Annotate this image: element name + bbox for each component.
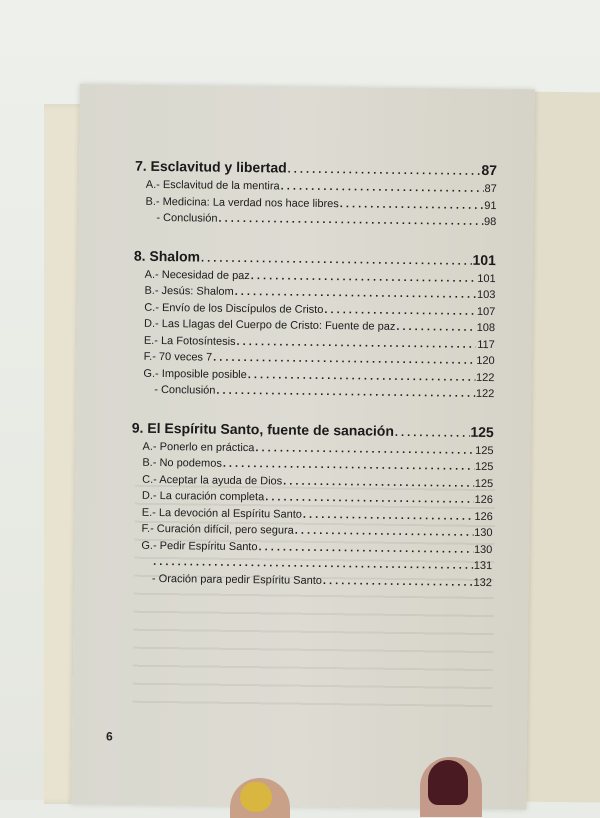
entry-page: 117 (477, 336, 495, 353)
dot-leader (340, 196, 484, 214)
thumb-nail (240, 782, 272, 812)
entry-page: 98 (484, 214, 496, 231)
entry-title: 8. Shalom (134, 246, 200, 265)
entry-page: 108 (477, 320, 496, 337)
entry-page: 120 (476, 353, 495, 370)
entry-title: E.- La Fotosíntesis (133, 332, 236, 350)
entry-page: 131 (474, 558, 493, 575)
entry-title: G.- Pedir Espíritu Santo (130, 537, 257, 555)
dot-leader (395, 423, 470, 442)
dot-leader (323, 573, 473, 591)
entry-title: F.- 70 veces 7 (133, 349, 213, 366)
entry-title: A.- Ponerlo en práctica (131, 438, 254, 456)
entry-page: 91 (484, 197, 496, 214)
toc-entry (134, 210, 496, 231)
entry-title: 9. El Espíritu Santo, fuente de sanación (132, 418, 394, 439)
dot-leader (303, 506, 474, 525)
entry-page: 87 (481, 161, 497, 179)
entry-page: 101 (472, 250, 496, 268)
book-page (71, 84, 535, 810)
entry-page: 130 (474, 525, 493, 542)
entry-page: 122 (476, 369, 495, 386)
entry-page: 87 (484, 181, 496, 198)
dot-leader (288, 161, 481, 181)
finger-nail (428, 760, 468, 805)
entry-title: E.- La devoción al Espíritu Santo (131, 504, 302, 523)
entry-page: 107 (477, 303, 496, 320)
entry-page: 125 (475, 459, 494, 476)
entry-title: B.- Jesús: Shalom (133, 283, 233, 301)
toc-entry (132, 382, 494, 403)
entry-page: 126 (474, 492, 493, 509)
entry-title: 7. Esclavitud y libertad (135, 157, 287, 177)
dot-leader (324, 302, 476, 320)
entry-title: - Conclusión (134, 210, 217, 228)
entry-title: C.- Envío de los Discípulos de Cristo (133, 299, 323, 318)
entry-title: A.- Esclavitud de la mentira (135, 177, 280, 195)
entry-page: 103 (477, 287, 496, 304)
entry-title: - Conclusión (132, 382, 215, 400)
entry-page: 101 (477, 270, 496, 287)
entry-title: G.- Imposible posible (132, 365, 247, 383)
entry-title: F.- Curación difícil, pero segura (130, 521, 293, 539)
entry-title: D.- La curación completa (131, 488, 264, 506)
entry-title: B.- No podemos (131, 455, 222, 473)
entry-title: D.- Las Llagas del Cuerpo de Cristo: Fuente de paz (133, 316, 395, 336)
dot-leader (218, 211, 483, 231)
dot-leader (216, 383, 475, 403)
entry-page: 125 (475, 442, 494, 459)
entry-page: 126 (474, 508, 493, 525)
entry-page: 132 (473, 574, 492, 591)
entry-page: 122 (476, 386, 495, 403)
chapter-section (130, 418, 494, 591)
entry-title: - Oración para pedir Espíritu Santo (130, 570, 322, 589)
entry-title: B.- Medicina: La verdad nos hace libres (134, 193, 338, 212)
chapter-section (132, 246, 496, 402)
page-number: 6 (106, 729, 113, 743)
entry-title: A.- Necesidad de paz (134, 266, 250, 284)
entry-page: 125 (475, 475, 494, 492)
chapter-section (134, 157, 497, 231)
entry-title: C.- Aceptar la ayuda de Dios (131, 471, 282, 489)
table-of-contents (130, 157, 497, 611)
entry-page: 125 (470, 422, 494, 440)
entry-page: 130 (474, 541, 493, 558)
toc-entry (130, 570, 492, 591)
dot-leader (396, 319, 476, 336)
